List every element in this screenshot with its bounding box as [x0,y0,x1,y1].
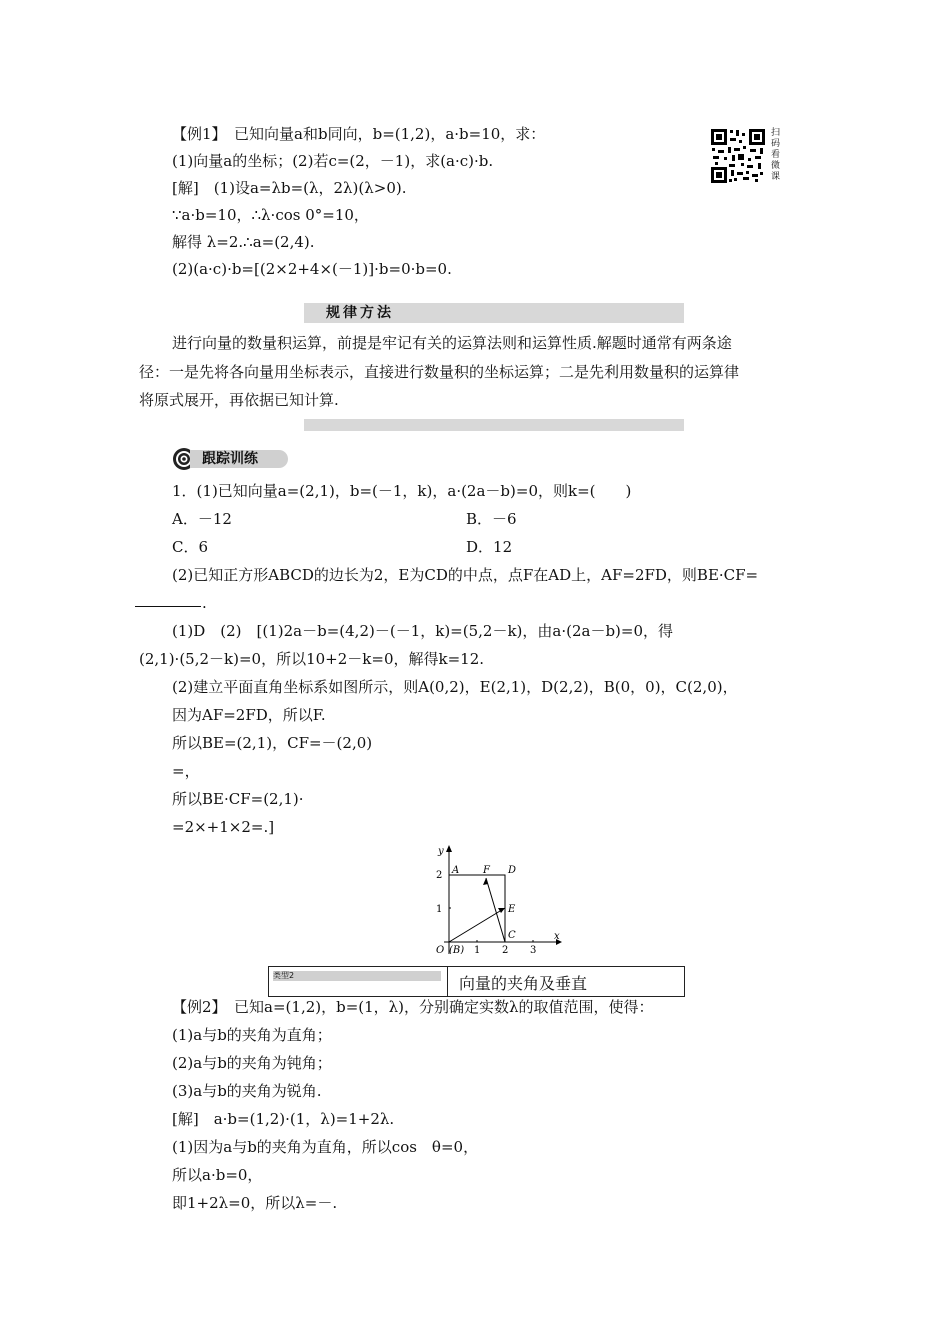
option-d: D．12 [466,538,513,556]
type2-tag: 类型2 [273,971,441,981]
example2-solution-2: (1)因为a与b的夹角为直角，所以cos θ=0， [172,1138,479,1156]
method-end-bar [304,419,684,431]
type2-header [268,966,685,997]
y-tick-1: 1 [436,904,443,915]
answer-line-8: =2×+1×2=.] [172,818,275,836]
method-text-2: 径：一是先将各向量用坐标表示，直接进行数量积的坐标运算；二是先利用数量积的运算律 [139,363,740,381]
example1-solution-2: ∵a·b=10，∴λ·cos 0°=10， [172,206,369,224]
question-1-1: 1．(1)已知向量a=(2,1)，b=(－1，k)，a·(2a－b)=0，则k=( ) [172,482,632,500]
answer-line-1: (1)D (2) [(1)2a－b=(4,2)－(－1，k)=(5,2－k)，由a·(2a－b)=0，得 [172,622,674,640]
method-text-3: 将原式展开，再依据已知计算. [139,391,339,409]
answer-line-4: 因为AF=2FD，所以F. [172,706,326,724]
example2-solution-3: 所以a·b=0， [172,1166,263,1184]
point-a-label: A [452,865,460,876]
x-tick-origin: O [436,945,445,954]
example1-solution-3: 解得 λ=2.∴a=(2,4). [172,233,315,251]
x-tick-b: (B) [449,945,465,954]
y-tick-2: 2 [436,870,443,881]
method-text-1: 进行向量的数量积运算，前提是牢记有关的运算法则和运算性质.解题时通常有两条途 [172,334,732,352]
example2-item-3: (3)a与b的夹角为锐角. [172,1082,322,1100]
method-heading: 规律方法 [326,305,394,321]
option-c: C．6 [172,538,209,556]
x-tick-3: 3 [530,945,537,954]
answer-line-3: (2)建立平面直角坐标系如图所示，则A(0,2)，E(2,1)，D(2,2)，B(0，0)，C(2,0)， [172,678,738,696]
point-e-label: E [508,904,516,915]
answer-line-7: 所以BE·CF=(2,1)· [172,790,304,808]
example2-solution-4: 即1+2λ=0，所以λ=－. [172,1194,338,1212]
question-1-2: (2)已知正方形ABCD的边长为2，E为CD的中点，点F在AD上，AF=2FD，则BE·CF= [172,566,759,584]
example2-header: 【例2】 已知a=(1,2)，b=(1，λ)，分别确定实数λ的取值范围，使得： [172,998,654,1016]
qr-label: 扫码看微课 [771,128,781,182]
question-1-2-end: . [202,594,207,612]
example1-question: (1)向量a的坐标；(2)若c=(2，－1)，求(a·c)·b. [172,152,494,170]
answer-line-2: (2,1)·(5,2－k)=0，所以10+2－k=0，解得k=12. [139,650,485,668]
example1-solution-4: (2)(a·c)·b=[(2×2+4×(－1)]·b=0·b=0. [172,260,452,278]
option-b: B．－6 [466,510,517,528]
training-heading-badge [172,447,288,471]
type2-title: 向量的夹角及垂直 [459,974,588,993]
example1-solution-1: [解] (1)设a=λb=(λ，2λ)(λ>0). [172,179,407,197]
answer-line-5: 所以BE=(2,1)，CF=－(2,0) [172,734,373,752]
example2-item-2: (2)a与b的夹角为钝角； [172,1054,332,1072]
x-tick-2: 2 [502,945,509,954]
point-f-label: F [483,865,490,876]
answer-line-6: =， [172,762,200,780]
example1-header: 【例1】 已知向量a和b同向，b=(1,2)，a·b=10，求： [172,125,546,143]
y-axis-label: y [438,846,444,857]
answer-blank [135,605,201,607]
x-tick-1: 1 [474,945,481,954]
qr-code-icon[interactable] [710,128,766,184]
example2-solution-1: [解] a·b=(1,2)·(1，λ)=1+2λ. [172,1110,395,1128]
point-d-label: D [508,865,517,876]
option-a: A．－12 [172,510,232,528]
x-axis-label: x [554,931,560,942]
training-heading: 跟踪训练 [202,451,258,467]
point-c-label: C [508,930,516,941]
example2-item-1: (1)a与b的夹角为直角； [172,1026,332,1044]
coordinate-figure [422,842,562,954]
